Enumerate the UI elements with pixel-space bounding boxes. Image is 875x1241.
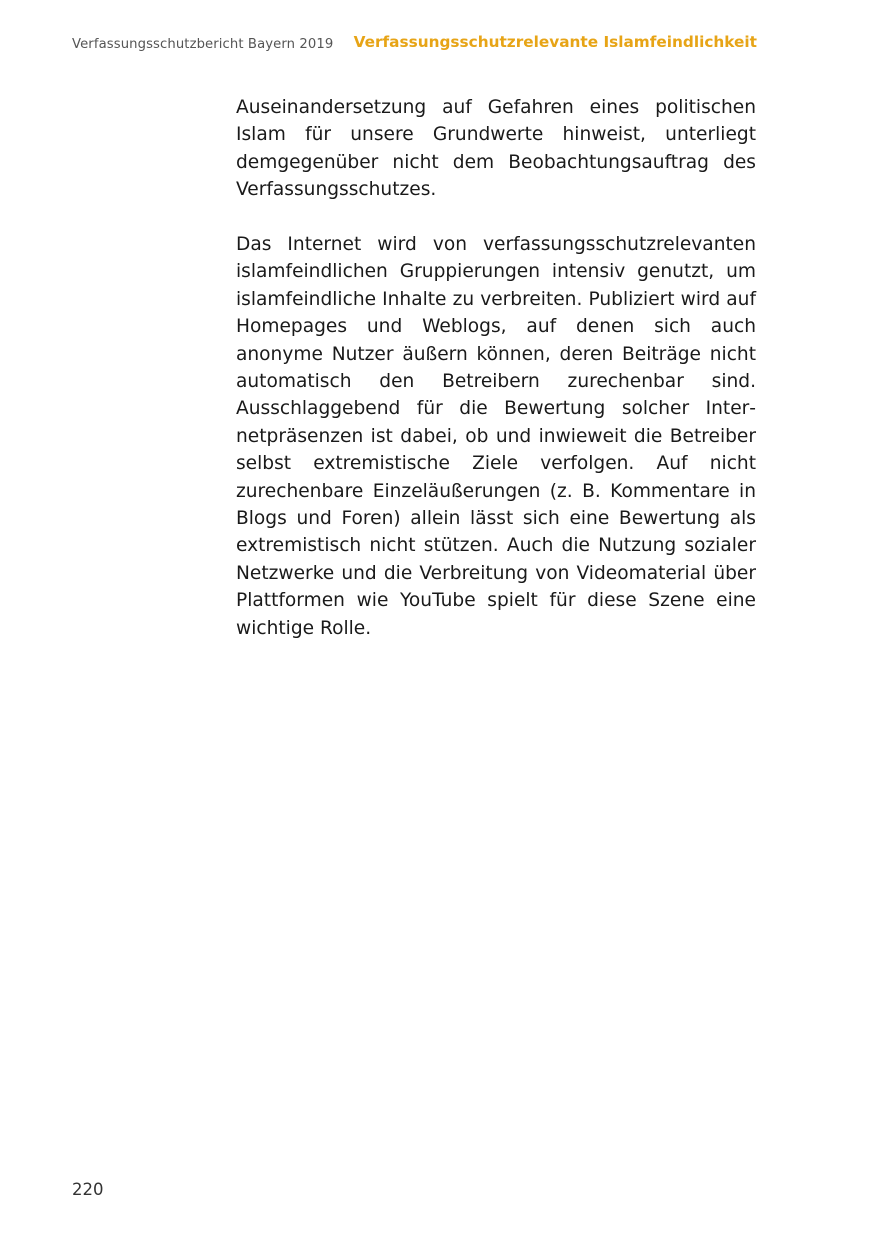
paragraph: Das Internet wird von verfassungsschutzrelevanten islamfeindlichen Gruppierungen intensiv genutzt, um islamfeindliche Inhalte zu verbreiten. Publiziert wird auf Homepages und Weblogs, auf denen sich auch anonyme Nutzer äußern können, deren Beiträge nicht automatisch den Betreibern zurechenbar sind. Ausschlaggebend für die Bewertung solcher Internetpräsenzen ist dabei, ob und inwieweit die Betreiber selbst extremistische Ziele verfolgen. Auf nicht zurechenbare Einzeläußerungen (z. B. Kommentare in Blogs und Foren) allein lässt sich eine Bewertung als extremistisch nicht stützen. Auch die Nutzung sozialer Netzwerke und die Verbreitung von Videomaterial über Plattformen wie YouTube spielt für diese Szene eine wichtige Rolle. <box>236 234 756 639</box>
publication-title: Verfassungsschutzbericht Bayern 2019 <box>72 37 334 52</box>
running-header <box>72 33 757 57</box>
page-number: 220 <box>72 1180 104 1199</box>
body-text <box>236 94 756 642</box>
paragraph: Auseinandersetzung auf Gefahren eines politischen Islam für unsere Grundwerte hinweist, unterliegt demgegenüber nicht dem Beobachtungsauftrag des Verfassungsschutzes. <box>236 97 756 201</box>
section-title: Verfassungsschutzrelevante Islamfeindlichkeit <box>353 33 757 51</box>
